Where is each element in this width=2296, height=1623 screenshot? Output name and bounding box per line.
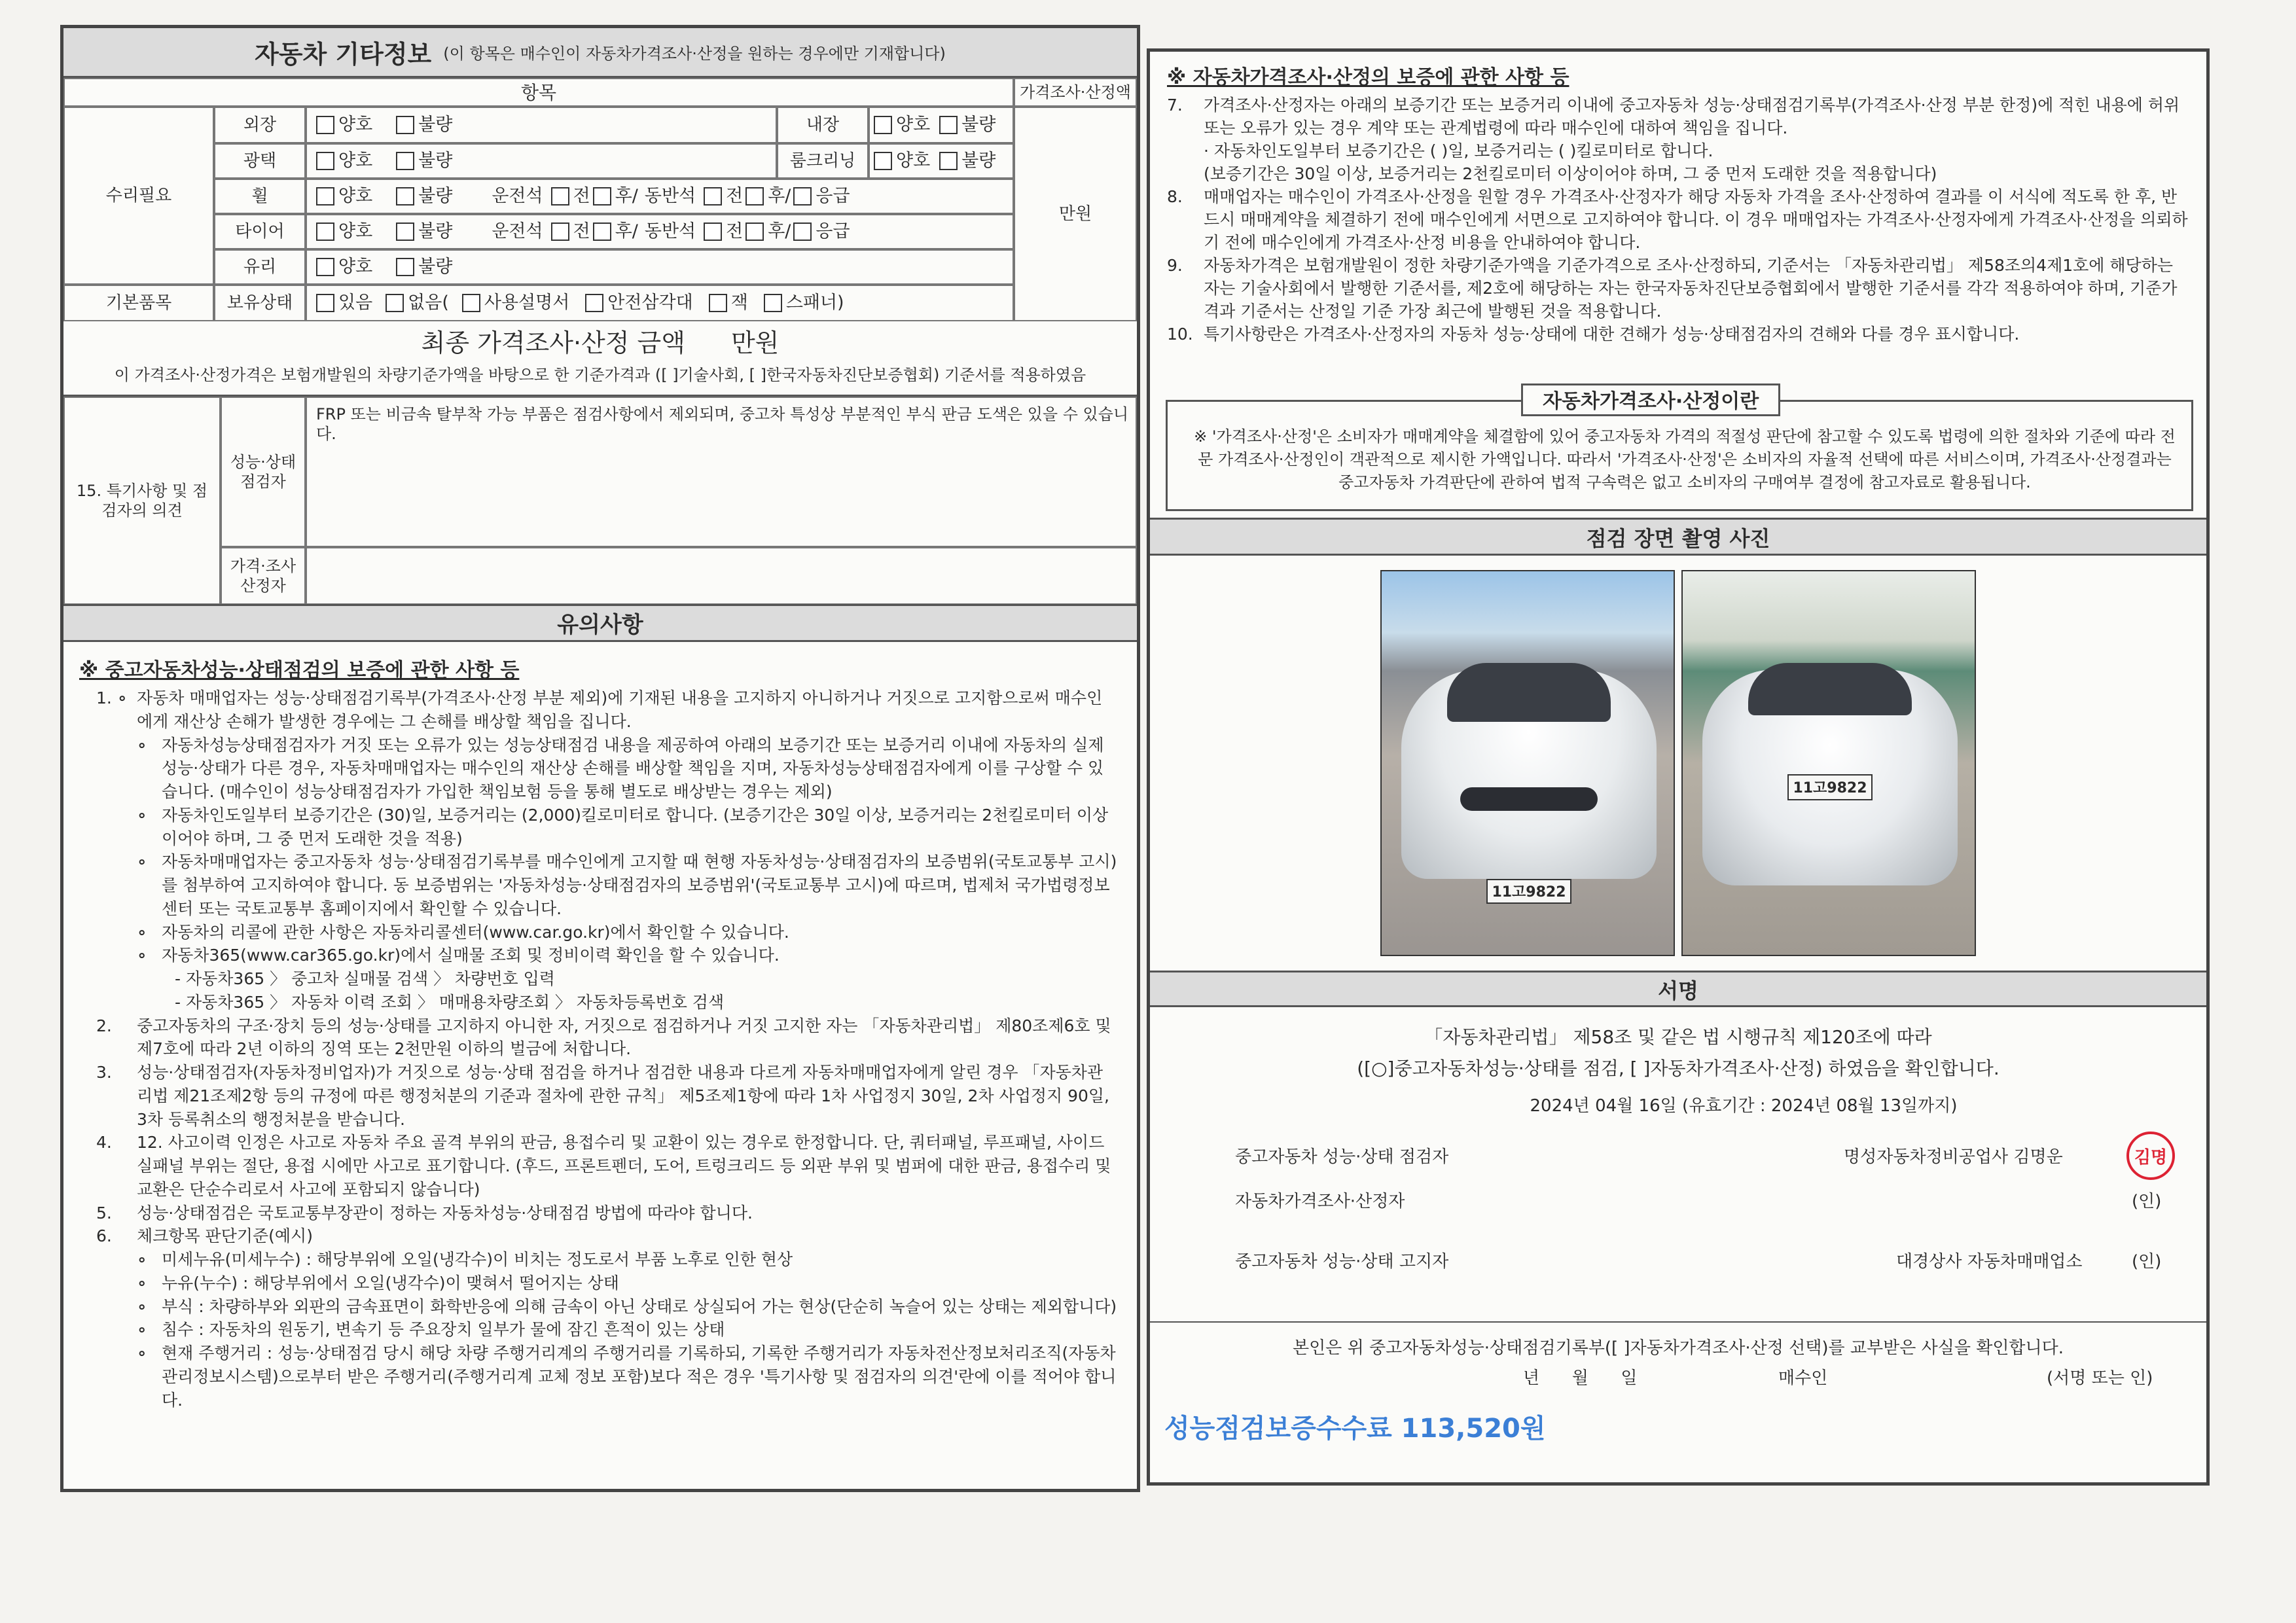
- rear-car-window: [1748, 663, 1912, 715]
- receipt-date-blank: 년 월 일: [1523, 1368, 1638, 1388]
- right-panel: [1147, 48, 2210, 1486]
- row-owned-options: 있음 없음( 사용설명서 안전삼각대 잭 스패너): [306, 285, 1014, 321]
- front-car-photo: [1380, 570, 1675, 956]
- glass-good-checkbox[interactable]: [316, 258, 334, 276]
- final-amount-note: 이 가격조사·산정가격은 보험개발원의 차량기준가액을 바탕으로 한 기준가격과 ([ ]기술사회, [ ]한국자동차진단보증협회) 기준서를 적용하였음: [114, 366, 1086, 384]
- notes-item: [96, 1295, 1117, 1319]
- notes-list: [96, 687, 1117, 1412]
- notes-item-text: 자동차 매매업자는 성능·상태점검기록부(가격조사·산정 부분 제외)에 기재된 내용을 고지하지 아니하거나 거짓으로 고지함으로써 매수인에게 재산상 손해가 발생한 경우에는 그 손해를 배상할 책임을 집니다.: [137, 688, 1103, 731]
- rear-plate: 11고9822: [1787, 774, 1873, 800]
- notifier-role: 중고자동차 성능·상태 고지자: [1235, 1252, 1449, 1272]
- appraiser-opinion-text: [306, 547, 1137, 605]
- notes-item: [96, 1248, 1117, 1272]
- notes-item-text: 성능·상태점검은 국토교통부장관이 정하는 자동차성능·상태점검 방법에 따라야 합니다.: [137, 1203, 753, 1222]
- wheel-driver-rear-checkbox[interactable]: [593, 187, 611, 205]
- front-plate: 11고9822: [1486, 879, 1571, 904]
- interior-good-checkbox[interactable]: [874, 116, 892, 134]
- bullet-icon: ∘: [137, 1250, 147, 1269]
- notes-item-text: 자동차매매업자는 중고자동차 성능·상태점검기록부를 매수인에게 고지할 때 현행 자동차성능·상태점검자의 보증범위(국토교통부 고시)를 첨부하여 고지하여야 합니다. 동 보증범위는 '자동차성능·상태점검자의 보증범위'(국토교통부 고시)에 따르며, 법제처 국가법령정보센터 또는 국토교통부 홈페이지에서 확인할 수 있습니다.: [162, 852, 1117, 918]
- notes-item: [96, 1061, 1117, 1131]
- notes-item: [96, 1342, 1117, 1412]
- bullet-icon: ∘: [137, 922, 147, 942]
- notes-item: [96, 944, 1117, 967]
- notes-item: [96, 1318, 1117, 1342]
- price-guarantee-item: [1167, 162, 2188, 185]
- wheel-passenger-rear-checkbox[interactable]: [745, 187, 764, 205]
- notes-item-number: 1.: [96, 688, 112, 707]
- price-guarantee-item-number: 7.: [1167, 96, 1183, 115]
- notifier-seal: (인): [2132, 1252, 2162, 1272]
- notes-item: [96, 1131, 1117, 1201]
- price-guarantee-item: [1167, 323, 2188, 346]
- exterior-bad-checkbox[interactable]: [396, 116, 414, 134]
- notes-item-text: 누유(누수) : 해당부위에서 오일(냉각수)이 맺혀서 떨어지는 상태: [162, 1273, 619, 1293]
- owned-yes-checkbox[interactable]: [316, 294, 334, 312]
- row-gloss-options: 양호 불량: [306, 143, 777, 179]
- gloss-bad-checkbox[interactable]: [396, 152, 414, 170]
- notes-item-number: 3.: [96, 1063, 112, 1082]
- notes-item: [96, 1224, 1117, 1248]
- row-roomclean-options: 양호 불량: [869, 143, 1014, 179]
- row-glass-options: 양호 불량: [306, 249, 1014, 285]
- row-wheel-options: 양호 불량 운전석 전 후/ 동반석 전 후/ 응급: [306, 179, 1014, 214]
- bullet-icon: ∘: [137, 852, 147, 872]
- spanner-checkbox[interactable]: [764, 294, 782, 312]
- notes-item-number: 2.: [96, 1016, 112, 1035]
- notes-item-text: 부식 : 차량하부와 외판의 금속표면이 화학반응에 의해 금속이 아닌 상태로 상실되어 가는 현상(단순히 녹슬어 있는 상태는 제외합니다): [162, 1296, 1117, 1316]
- row-wheel-label: 휠: [214, 179, 306, 214]
- front-car-grille: [1460, 787, 1598, 811]
- notes-item-text: 현재 주행거리 : 성능·상태점검 당시 해당 차량 주행거리계의 주행거리를 기록하되, 기록한 주행거리가 자동차전산정보처리조직(자동차관리정보시스템)으로부터 받은 주행거리(주행거리계 교체 정보 포함)보다 적은 경우 '특기사항 및 점검자의 의견'란에 이를 적어야 합니다.: [162, 1344, 1117, 1410]
- appraiser-opinion-label: 가격·조사 산정자: [221, 547, 306, 605]
- basic-items-label: 기본품목: [63, 285, 214, 321]
- wheel-good-checkbox[interactable]: [316, 187, 334, 205]
- signature-line2: ([○]중고자동차성능·상태를 점검, [ ]자동차가격조사·산정) 하였음을 확인합니다.: [1357, 1058, 2000, 1079]
- price-guarantee-item: [1167, 139, 2188, 162]
- buyer-sign-field[interactable]: (서명 또는 인): [2047, 1368, 2153, 1388]
- vehicle-other-info-title: 자동차 기타정보: [255, 40, 432, 69]
- notes-item-text: 자동차의 리콜에 관한 사항은 자동차리콜센터(www.car.go.kr)에서 확인할 수 있습니다.: [162, 922, 789, 942]
- notes-item: [96, 734, 1117, 804]
- appraiser-role: 자동차가격조사·산정자: [1235, 1192, 1405, 1211]
- inspector-seal-stamp: 김명: [2126, 1132, 2175, 1180]
- appraiser-seal: (인): [2132, 1192, 2162, 1211]
- bullet-icon: ∘: [137, 735, 147, 755]
- price-guarantee-heading: ※ 자동차가격조사·산정의 보증에 관한 사항 등: [1167, 66, 1570, 89]
- row-exterior-label: 외장: [214, 107, 306, 143]
- owned-no-checkbox[interactable]: [386, 294, 404, 312]
- notes-item-text: 성능·상태점검자(자동차정비업자)가 거짓으로 성능·상태 점검을 하거나 점검한 내용과 다르게 자동차매매업자에게 알린 경우 「자동차관리법 제21조제2항 등의 규정에 따른 행정처분의 기준과 절차에 관한 규칙」 제5조제1항에 따라 1차 사업정지 30일, 2차 사업정지 90일, 3차 등록취소의 행정처분을 받습니다.: [137, 1063, 1110, 1129]
- tire-bad-checkbox[interactable]: [396, 223, 414, 241]
- notes-item: [96, 921, 1117, 944]
- inspector-role: 중고자동차 성능·상태 점검자: [1235, 1147, 1449, 1167]
- row-interior-label: 내장: [777, 107, 869, 143]
- special-notes-table: [63, 395, 1137, 604]
- price-guarantee-item-text: 매매업자는 매수인이 가격조사·산정을 원할 경우 가격조사·산정자가 해당 자동차 가격을 조사·산정하여 결과를 이 서식에 적도록 한 후, 반드시 매매계약을 체결하기 전에 매수인에게 서면으로 고지하여야 합니다. 이 경우 매매업자는 가격조사·산정자에게 가격조사·산정을 의뢰하기 전에 매수인에게 가격조사·산정 비용을 안내하여야 합니다.: [1204, 187, 2188, 252]
- roomclean-bad-checkbox[interactable]: [939, 152, 958, 170]
- row-exterior-options: 양호 불량: [306, 107, 777, 143]
- tire-good-checkbox[interactable]: [316, 223, 334, 241]
- wheel-bad-checkbox[interactable]: [396, 187, 414, 205]
- notes-item: [96, 687, 1117, 734]
- receipt-confirm: 본인은 위 중고자동차성능·상태점검기록부([ ]자동차가격조사·산정 선택)를 교부받은 사실을 확인합니다.: [1292, 1338, 2064, 1358]
- bullet-icon: ∘: [137, 946, 147, 965]
- vehicle-other-info-note: (이 항목은 매수인이 자동차가격조사·산정을 원하는 경우에만 기재합니다): [443, 45, 946, 63]
- price-guarantee-item: [1167, 254, 2188, 323]
- col-item-header: 항목: [63, 78, 1014, 107]
- notes-item-text: - 자동차365 〉 중고차 실매물 검색 〉 차량번호 입력: [175, 969, 555, 988]
- col-price-header: 가격조사·산정액: [1014, 78, 1137, 107]
- bullet-icon: ∘: [137, 1296, 147, 1316]
- row-roomclean-label: 룸크리닝: [777, 143, 869, 179]
- bullet-icon: ∘: [137, 1320, 147, 1340]
- tire-driver-front-checkbox[interactable]: [551, 223, 569, 241]
- interior-bad-checkbox[interactable]: [939, 116, 958, 134]
- price-amount-cell: [1014, 107, 1137, 321]
- triangle-checkbox[interactable]: [585, 294, 603, 312]
- row-interior-options: 양호 불량: [869, 107, 1014, 143]
- notifier-name: 대경상사 자동차매매업소: [1896, 1252, 2083, 1272]
- notes-item-text: 자동차365(www.car365.go.kr)에서 실매물 조회 및 정비이력 확인을 할 수 있습니다.: [162, 946, 780, 965]
- special-notes-label: 15. 특기사항 및 점검자의 의견: [63, 397, 221, 605]
- vehicle-other-info-header: [63, 28, 1137, 78]
- appraisal-definition-title: 자동차가격조사·산정이란: [1521, 383, 1780, 416]
- inspection-fee: 성능점검보증수수료 113,520원: [1164, 1414, 1546, 1444]
- photos-header: 점검 장면 촬영 사진: [1150, 518, 2206, 556]
- notes-item-text: 자동차성능상태점검자가 거짓 또는 오류가 있는 성능상태점검 내용을 제공하여 아래의 보증기간 또는 보증거리 이내에 자동차의 실제 성능·상태가 다른 경우, 자동차매매업자는 매수인의 재산상 손해를 배상할 책임을 지며, 자동차성능상태점검자에게 이를 구상할 수 있습니다. (매수인이 성능상태점검자가 가입한 책임보험 등을 통해 별도로 배상받는 경우는 제외): [162, 735, 1104, 801]
- bullet-icon: ∘: [137, 805, 147, 825]
- notes-item-number: 4.: [96, 1133, 112, 1152]
- price-guarantee-item-text: · 자동차인도일부터 보증기간은 ( )일, 보증거리는 ( )킬로미터로 합니다.: [1204, 141, 1713, 160]
- price-guarantee-item-number: 8.: [1167, 187, 1183, 206]
- wheel-passenger-front-checkbox[interactable]: [704, 187, 722, 205]
- manual-checkbox[interactable]: [462, 294, 480, 312]
- price-guarantee-list: [1167, 94, 2188, 346]
- price-guarantee-item: [1167, 185, 2188, 254]
- repair-needed-label: 수리필요: [63, 107, 214, 285]
- notes-item-number: 5.: [96, 1203, 112, 1222]
- wheel-driver-front-checkbox[interactable]: [551, 187, 569, 205]
- final-amount-unit: 만원: [730, 328, 780, 357]
- price-guarantee-item-number: 9.: [1167, 256, 1183, 275]
- signature-date: 2024년 04월 16일 (유효기간 : 2024년 08월 13일까지): [1530, 1096, 1958, 1116]
- notes-item-text: - 자동차365 〉 자동차 이력 조회 〉 매매용차량조회 〉 자동차등록번호 검색: [175, 992, 725, 1012]
- notes-header: 유의사항: [63, 604, 1137, 642]
- appraisal-definition-text: ※ '가격조사·산정'은 소비자가 매매계약을 체결함에 있어 중고자동차 가격의 적절성 판단에 참고할 수 있도록 법령에 의한 절차와 기준에 따라 전문 가격조사·산정인이 객관적으로 제시한 가액입니다. 따라서 '가격조사·산정'은 소비자의 자율적 선택에 따른 서비스이며, 가격조사·산정결과는 중고자동차 가격판단에 관하여 법적 구속력은 없고 소비자의 구매여부 결정에 참고자료로 활용됩니다.: [1194, 427, 2176, 491]
- inspector-opinion-label: 성능·상태 점검자: [221, 397, 306, 547]
- notes-item: [96, 991, 1117, 1014]
- notes-item: [96, 967, 1117, 991]
- gloss-good-checkbox[interactable]: [316, 152, 334, 170]
- notes-item-text: 침수 : 자동차의 원동기, 변속기 등 주요장치 일부가 물에 잠긴 흔적이 있는 상태: [162, 1320, 725, 1340]
- notes-item-number: 6.: [96, 1226, 112, 1246]
- final-amount-row: [63, 321, 1137, 359]
- bullet-icon: ∘: [117, 688, 128, 707]
- inspector-name: 명성자동차정비공업사 김명운: [1844, 1147, 2063, 1167]
- bullet-icon: ∘: [137, 1273, 147, 1293]
- notes-item: [96, 804, 1117, 851]
- row-glass-label: 유리: [214, 249, 306, 285]
- notes-item: [96, 850, 1117, 920]
- price-guarantee-item-number: 10.: [1167, 325, 1193, 344]
- bullet-icon: ∘: [137, 1344, 147, 1363]
- price-guarantee-item-text: 자동차가격은 보험개발원이 정한 차량기준가액을 기준가격으로 조사·산정하되, 기준서는 「자동차관리법」 제58조의4제1호에 해당하는 자는 기술사회에서 발행한 기준서를, 제2호에 해당하는 자는 한국자동차진단보증협회에서 발행한 기준서를 각각 적용하여야 하며, 기준가격과 기준서는 산정일 기준 가장 최근에 발행된 것을 적용합니다.: [1204, 256, 2178, 321]
- price-guarantee-item-text: 가격조사·산정자는 아래의 보증기간 또는 보증거리 이내에 중고자동차 성능·상태점검기록부(가격조사·산정 부분 한정)에 적힌 내용에 허위 또는 오류가 있는 경우 계약 또는 관계법령에 따라 매수인에 대하여 책임을 집니다.: [1204, 96, 2180, 137]
- notes-item: [96, 1014, 1117, 1061]
- notes-item-text: 미세누유(미세누수) : 해당부위에 오일(냉각수)이 비치는 정도로서 부품 노후로 인한 현상: [162, 1250, 793, 1269]
- signature-line1: 「자동차관리법」 제58조 및 같은 법 시행규칙 제120조에 따라: [1424, 1026, 1932, 1048]
- tire-driver-rear-checkbox[interactable]: [593, 223, 611, 241]
- wheel-emergency-checkbox[interactable]: [793, 187, 812, 205]
- glass-bad-checkbox[interactable]: [396, 258, 414, 276]
- final-amount-label: 최종 가격조사·산정 금액: [421, 328, 685, 357]
- row-tire-label: 타이어: [214, 214, 306, 249]
- other-info-table: [63, 78, 1137, 357]
- inspector-opinion-text: FRP 또는 비금속 탈부착 가능 부품은 점검사항에서 제외되며, 중고차 특성상 부분적인 부식 판금 도색은 있을 수 있습니다.: [306, 397, 1137, 547]
- notes-item-text: 중고자동차의 구조·장치 등의 성능·상태를 고지하지 아니한 자, 거짓으로 점검하거나 거짓 고지한 자는 「자동차관리법」 제80조제6호 및 제7호에 따라 2년 이하의 징역 또는 2천만원 이하의 벌금에 처합니다.: [137, 1016, 1111, 1059]
- receipt-section: [1150, 1321, 2206, 1323]
- notes-item: [96, 1272, 1117, 1295]
- rear-car-photo: [1681, 570, 1976, 956]
- notes-item-text: 12. 사고이력 인정은 사고로 자동차 주요 골격 부위의 판금, 용접수리 및 교환이 있는 경우로 한정합니다. 단, 쿼터패널, 루프패널, 사이드실패널 부위는 절단, 용접 시에만 사고로 표기합니다. (후드, 프론트펜더, 도어, 트렁크리드 등 외판 부위 및 범퍼에 대한 판금, 용접수리 및 교환은 단순수리로서 사고에 포함되지 않습니다): [137, 1133, 1111, 1199]
- tire-passenger-front-checkbox[interactable]: [704, 223, 722, 241]
- price-unit: 만원: [1058, 204, 1092, 224]
- buyer-label: 매수인: [1778, 1368, 1828, 1388]
- appraisal-definition-box: [1166, 390, 2193, 511]
- tire-passenger-rear-checkbox[interactable]: [745, 223, 764, 241]
- row-tire-options: 양호 불량 운전석 전 후/ 동반석 전 후/ 응급: [306, 214, 1014, 249]
- notes-item-text: 자동차인도일부터 보증기간은 (30)일, 보증거리는 (2,000)킬로미터로 합니다. (보증기간은 30일 이상, 보증거리는 2천킬로미터 이상이어야 하며, 그 중 먼저 도래한 것을 적용): [162, 805, 1109, 848]
- left-panel: [60, 25, 1140, 1492]
- price-guarantee-item-text: (보증기간은 30일 이상, 보증거리는 2천킬로미터 이상이어야 하며, 그 중 먼저 도래한 것을 적용합니다): [1204, 164, 1937, 183]
- exterior-good-checkbox[interactable]: [316, 116, 334, 134]
- row-gloss-label: 광택: [214, 143, 306, 179]
- notes-item: [96, 1202, 1117, 1225]
- price-guarantee-item-text: 특기사항란은 가격조사·산정자의 자동차 성능·상태에 대한 견해가 성능·상태점검자의 견해와 다를 경우 표시합니다.: [1204, 325, 2020, 344]
- row-owned-label: 보유상태: [214, 285, 306, 321]
- notes-heading: ※ 중고자동차성능·상태점검의 보증에 관한 사항 등: [79, 659, 520, 682]
- roomclean-good-checkbox[interactable]: [874, 152, 892, 170]
- jack-checkbox[interactable]: [709, 294, 727, 312]
- signature-header: 서명: [1150, 971, 2206, 1007]
- tire-emergency-checkbox[interactable]: [793, 223, 812, 241]
- front-car-windshield: [1447, 663, 1611, 722]
- notes-item-text: 체크항목 판단기준(예시): [137, 1226, 313, 1246]
- price-guarantee-item: [1167, 94, 2188, 139]
